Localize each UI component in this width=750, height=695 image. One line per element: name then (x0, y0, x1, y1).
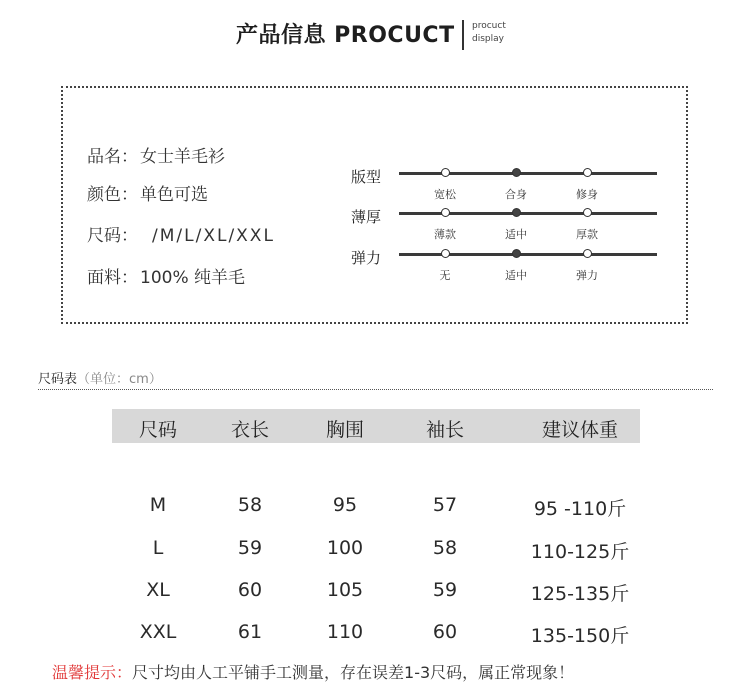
info-row-name (87, 142, 225, 167)
subtitle-line-2: display (472, 34, 504, 44)
name-value: 女士羊毛衫 (140, 147, 225, 167)
measurement-notice (52, 660, 574, 683)
info-row-material (87, 263, 245, 288)
scale-dot (512, 249, 521, 258)
table-cell: XXL (139, 621, 177, 643)
scale-dot (441, 208, 450, 217)
scale-line (399, 253, 657, 256)
header-cell: 袖长 (425, 419, 465, 441)
table-cell: 105 (326, 579, 364, 601)
scale-option: 厚款 (576, 228, 598, 241)
scale-option: 合身 (505, 188, 527, 201)
scale-option: 适中 (505, 269, 527, 282)
table-cell: 59 (237, 537, 263, 559)
scale-dot (583, 208, 592, 217)
info-row-size (87, 221, 275, 246)
table-cell: 57 (432, 494, 458, 516)
table-cell: 59 (432, 579, 458, 601)
table-cell: 58 (237, 494, 263, 516)
table-cell: 58 (432, 537, 458, 559)
header-cell: 胸围 (325, 419, 365, 441)
color-value: 单色可选 (140, 185, 208, 205)
table-cell: 60 (237, 579, 263, 601)
size-label: 尺码： (87, 226, 138, 246)
name-label: 品名： (87, 147, 138, 167)
scale-line (399, 212, 657, 215)
scale-dot (583, 168, 592, 177)
size-table-title (38, 368, 162, 387)
scale-option: 适中 (505, 228, 527, 241)
header-cell: 建议体重 (541, 419, 619, 441)
size-table-header (112, 409, 640, 443)
table-cell: 110 (326, 621, 364, 643)
table-cell: 110-125斤 (530, 541, 630, 563)
scale-option: 宽松 (434, 188, 456, 201)
page-header (0, 14, 750, 54)
table-cell: M (149, 494, 167, 516)
header-cell: 衣长 (230, 419, 270, 441)
table-cell: 125-135斤 (530, 583, 630, 605)
scale-elasticity (351, 249, 661, 285)
table-row (0, 621, 750, 651)
scale-label: 版型 (351, 168, 382, 186)
table-cell: 135-150斤 (530, 625, 630, 647)
table-cell: 100 (326, 537, 364, 559)
table-cell: 95 (332, 494, 358, 516)
material-value: 100% 纯羊毛 (140, 268, 246, 288)
scale-option: 修身 (576, 188, 598, 201)
table-cell: L (152, 537, 164, 559)
notice-text: 尺寸均由人工平铺手工测量，存在误差1-3尺码，属正常现象！ (132, 663, 575, 682)
scale-fit (351, 168, 661, 204)
page-title: 产品信息 PROCUCT (236, 23, 455, 48)
product-info-box (61, 86, 688, 324)
scale-dot (441, 168, 450, 177)
title-divider (462, 20, 464, 50)
info-row-color (87, 180, 208, 205)
scale-thickness (351, 208, 661, 244)
scale-dot (512, 168, 521, 177)
table-row (0, 579, 750, 609)
scale-dot (512, 208, 521, 217)
table-cell: 61 (237, 621, 263, 643)
table-cell: XL (146, 579, 170, 601)
scale-dot (583, 249, 592, 258)
table-row (0, 537, 750, 567)
scale-line (399, 172, 657, 175)
material-label: 面料： (87, 268, 138, 288)
scale-dot (441, 249, 450, 258)
section-divider (38, 389, 713, 390)
size-value: /M/L/XL/XXL (152, 226, 275, 246)
size-table-heading: 尺码表 (38, 372, 78, 387)
header-cell: 尺码 (138, 419, 178, 441)
subtitle-line-1: procuct (472, 21, 506, 31)
table-row (0, 494, 750, 524)
scale-option: 弹力 (576, 269, 598, 282)
table-cell: 95 -110斤 (533, 498, 627, 520)
title-subtitle (472, 20, 506, 46)
scale-label: 薄厚 (351, 208, 382, 226)
scale-option: 薄款 (434, 228, 456, 241)
notice-prefix: 温馨提示： (52, 663, 133, 682)
color-label: 颜色： (87, 185, 138, 205)
scale-label: 弹力 (351, 249, 382, 267)
table-cell: 60 (432, 621, 458, 643)
scale-option: 无 (439, 269, 451, 282)
size-table-unit: （单位：cm） (77, 372, 162, 387)
